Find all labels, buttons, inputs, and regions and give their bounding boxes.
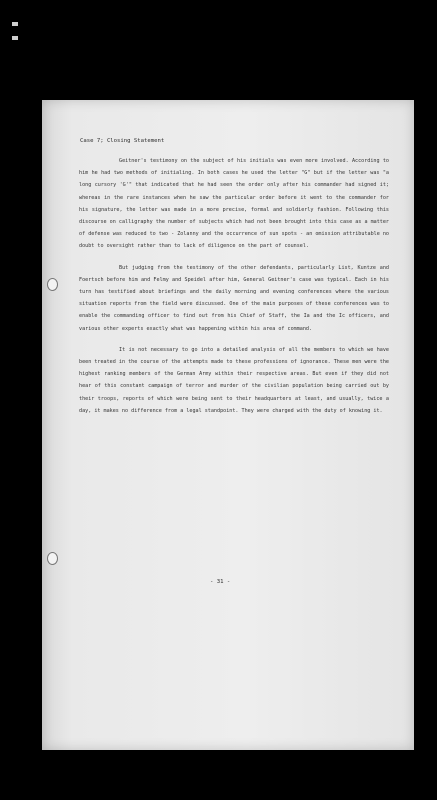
punch-hole-icon (47, 278, 58, 291)
document-body (79, 155, 389, 426)
page-number: - 31 - (210, 579, 231, 585)
document-heading: Case 7; Closing Statement (80, 138, 165, 144)
punch-hole-icon (47, 552, 58, 565)
paragraph: But judging from the testimony of the other defendants, particularly List, Kuntze and Foertsch before him and Felmy and Speidel after him, General Geitner's case was typical. Each in his turn has testified about briefings and the daily morning and evening conferences where the various situation reports from the field were discussed. One of the main purposes of these conferences was to enable the commanding officer to find out from his Chief of Staff, the Ia and the Ic officers, and various other experts exactly what was happening within his area of command. (79, 264, 389, 332)
document-page (42, 100, 414, 750)
paragraph: Geitner's testimony on the subject of his initials was even more involved. According to him he had two methods of initialing. In both cases he used the letter "G" but if the letter was "a long cursory 'G'" that indicated that he had seen the order only after his commander had signed it; whereas in the rare instances when he saw the particular order before it went to the commander for his signature, the letter was made in a more precise, formal and soldierly fashion. Following this discourse on calligraphy the number of subjects which had not been brought into this case as a matter of defense was reduced to two - Zolanny and the occurrence of sun spots - an omission attributable no doubt to oversight rather than to lack of diligence on the part of counsel. (79, 158, 389, 250)
paragraph: It is not necessary to go into a detailed analysis of all the members to which we have been treated in the course of the attempts made to these professions of ignorance. These men were the highest ranking members of the German Army within their respective areas. But even if they did not hear of this constant campaign of terror and murder of the civilian population being carried out by their troops, reports of which were being sent to their headquarters at least, and usually, twice a day, it makes no difference from a legal standpoint. They were charged with the duty of knowing it. (79, 346, 389, 414)
